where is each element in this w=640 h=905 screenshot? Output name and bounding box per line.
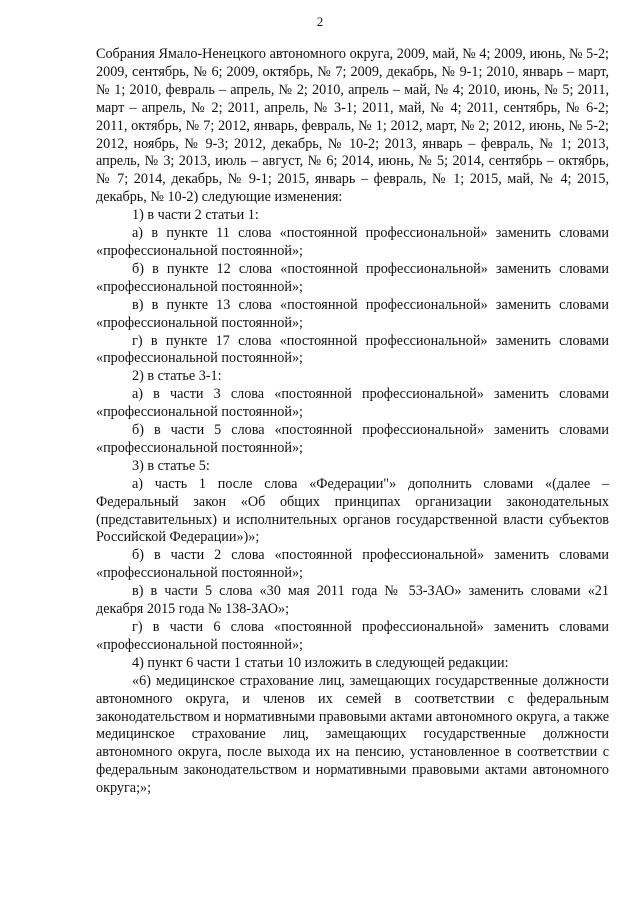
document-body <box>96 46 609 798</box>
paragraph-item-1g: г) в пункте 17 слова «постоянной профессиональной» заменить словами «профессиональной постоянной»; <box>96 332 609 367</box>
paragraph-item-3a: а) часть 1 после слова «Федерации"» дополнить словами «(далее – Федеральный закон «Об общих принципах организации законодательных (представительных) и исполнительных органов государственной власти субъектов Российской Федерации»)»; <box>96 475 609 546</box>
page-number: 2 <box>316 14 324 29</box>
paragraph-item-1b: б) в пункте 12 слова «постоянной профессиональной» заменить словами «профессиональной постоянной»; <box>96 260 609 295</box>
paragraph-item-2b: б) в части 5 слова «постоянной профессиональной» заменить словами «профессиональной постоянной»; <box>96 422 609 456</box>
paragraph-item-1v: в) в пункте 13 слова «постоянной профессиональной» заменить словами «профессиональной постоянной»; <box>96 296 609 331</box>
paragraph-item-3g: г) в части 6 слова «постоянной профессиональной» заменить словами «профессиональной постоянной»; <box>96 619 609 653</box>
paragraph-item-3b: б) в части 2 слова «постоянной профессиональной» заменить словами «профессиональной постоянной»; <box>96 547 609 582</box>
paragraph-intro: Собрания Ямало-Ненецкого автономного округа, 2009, май, № 4; 2009, июнь, № 5-2; 2009, сентябрь, № 6; 2009, октябрь, № 7; 2009, декабрь, № 9-1; 2010, январь – март, № 1; 2010, февраль – апрель, № 2; 2010, апрель – май, № 4; 2010, июнь, № 5; 2011, март – апрель, № 2; 2011, апрель, № 3-1; 2011, май, № 4; 2011, сентябрь, № 6-2; 2011, октябрь, № 7; 2012, январь, февраль, № 1; 2012, март, № 2; 2012, июнь, № 5-2; 2012, ноябрь, № 9-3; 2012, декабрь, № 10-2; 2013, январь – февраль, № 1; 2013, апрель, № 3; 2013, июль – август, № 6; 2014, июнь, № 5; 2014, сентябрь – октябрь, № 7; 2014, декабрь, № 9-1; 2015, январь – февраль, № 1; 2015, май, № 4; 2015, декабрь, № 10-2) следующие изменения: <box>96 46 609 206</box>
paragraph-item-2: 2) в статье 3-1: <box>132 368 222 385</box>
paragraph-item-3: 3) в статье 5: <box>132 457 210 474</box>
paragraph-item-1a: а) в пункте 11 слова «постоянной профессиональной» заменить словами «профессиональной постоянной»; <box>96 225 609 259</box>
paragraph-item-4: 4) пункт 6 части 1 статьи 10 изложить в следующей редакции: <box>132 654 509 671</box>
paragraph-item-1: 1) в части 2 статьи 1: <box>132 207 259 224</box>
paragraph-item-2a: а) в части 3 слова «постоянной профессиональной» заменить словами «профессиональной постоянной»; <box>96 386 609 421</box>
paragraph-item-3v: в) в части 5 слова «30 мая 2011 года № 53-ЗАО» заменить словами «21 декабря 2015 года № 138-ЗАО»; <box>96 583 609 618</box>
paragraph-quote-6: «6) медицинское страхование лиц, замещающих государственные должности автономного округа, и членов их семей в соответствии с федеральным законодательством и нормативными правовыми актами автономного округа, а также медицинское страхование лиц, замещающих государственные должности автономного округа, после выхода их на пенсию, установленное в соответствии с федеральным законодательством и нормативными правовыми актами автономного округа;»; <box>96 672 609 797</box>
